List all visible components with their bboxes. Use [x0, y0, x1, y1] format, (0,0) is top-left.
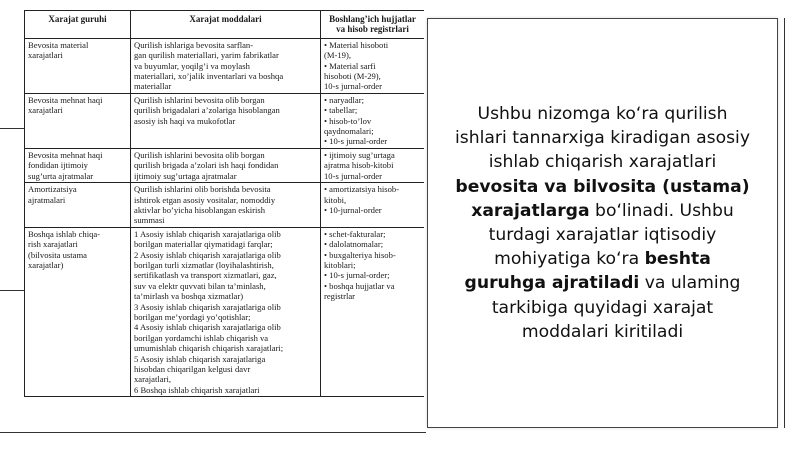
cell-line: hisoboti (M-29), — [324, 71, 381, 82]
cell-line: • schet-fakturalar; — [324, 228, 386, 239]
panel-text-part-2: bo‘linadi. Ushbu turdagi xarajatlar iqtisodiy mohiyatiga ko‘ra — [488, 200, 734, 270]
header-cost-group: Xarajat guruhi — [25, 11, 131, 39]
cell-cost-group — [25, 38, 131, 93]
cell-line: • boshqa hujjatlar va — [324, 280, 395, 291]
table-row — [25, 227, 425, 397]
cell-line: • naryadlar; — [324, 94, 364, 105]
cell-line: Bevosita mehnat haqi — [28, 94, 103, 105]
cell-line: • dalolatnomalar; — [324, 239, 384, 250]
cell-line: 6 Boshqa ishlab chiqarish xarajatlari — [134, 384, 260, 395]
cell-line: • 10-s jurnal-order; — [324, 270, 390, 281]
cell-line: registrlar — [324, 291, 356, 302]
header-cost-items: Xarajat moddalari — [131, 11, 321, 39]
left-rule-top — [0, 128, 24, 129]
cell-line: Qurilish ishlarini olib borishda bevosita — [134, 184, 271, 195]
cost-groups-table — [24, 10, 424, 397]
cell-cost-items — [131, 227, 321, 397]
cell-line: ijtimoiy sug’urtaga ajratmalar — [134, 170, 237, 181]
cell-cost-items — [131, 93, 321, 148]
cell-line: ajratma hisob-kitobi — [324, 160, 394, 171]
table-row — [25, 38, 425, 93]
cell-line: materiallar — [134, 81, 172, 92]
panel-bold-1: bevosita va bilvosita (ustama) xarajatlarga — [455, 176, 750, 221]
cell-line: qaydnomalari; — [324, 126, 374, 137]
cell-line: hisobdan chiqarilgan kelgusi davr — [134, 364, 251, 374]
table-row — [25, 93, 425, 148]
cell-line: 10-s jurnal-order — [324, 170, 382, 181]
panel-bold-2: beshta guruhga ajratiladi — [464, 249, 711, 294]
cell-documents — [321, 227, 425, 397]
cell-line: asosiy ish haqi va mukofotlar — [134, 115, 236, 126]
header-documents: Boshlang’ich hujjatlar va hisob registrlari — [321, 11, 425, 39]
cell-line: kitobi, — [324, 194, 347, 205]
cell-cost-items — [131, 148, 321, 182]
cell-documents — [321, 93, 425, 148]
cell-cost-group — [25, 183, 131, 228]
panel-text-part-1: Ushbu nizomga ko‘ra qurilish ishlari tannarxiga kiradigan asosiy ishlab chiqarish xarajatlari — [455, 103, 750, 173]
cell-line: • ijtimoiy sug’urtaga — [324, 149, 395, 160]
cell-line: borilgan me’yordagi yo’qotishlar; — [134, 311, 251, 322]
cell-line: (M-19), — [324, 50, 351, 61]
cell-cost-group — [25, 227, 131, 397]
cell-line: qurilish brigadalari a’zolariga hisoblangan — [134, 105, 280, 116]
bottom-rule — [0, 432, 426, 433]
table-row — [25, 148, 425, 182]
cell-line: • Material sarfi — [324, 60, 376, 71]
cell-line: materiallari, xo’jalik inventarlari va boshqa — [134, 71, 284, 82]
cell-line: Qurilish ishlariga bevosita sarflan- — [134, 39, 254, 50]
cell-line: • hisob-to’lov — [324, 115, 372, 126]
cell-line: fondidan ijtimoiy — [28, 160, 88, 171]
cell-line: xarajatlar) — [28, 259, 64, 270]
cell-line: borilgan materiallar qiymatidagi farqlar; — [134, 239, 273, 250]
cell-documents — [321, 183, 425, 228]
cell-line: • tabellar; — [324, 105, 358, 116]
table-row — [25, 183, 425, 228]
cell-cost-group — [25, 148, 131, 182]
cell-line: xarajatlari — [28, 105, 63, 116]
cell-line: Qurilish ishlarini bevosita olib borgan — [134, 149, 265, 160]
cell-line: ajratmalari — [28, 194, 66, 205]
right-rule — [784, 18, 785, 428]
cell-line: borilgan turli xizmatlar (loyihalashtirish, — [134, 259, 274, 270]
cell-line: • 10-s jurnal-order — [324, 136, 388, 147]
cell-line: va buyumlar, yoqilg’i va moylash — [134, 60, 250, 71]
cell-line: • amortizatsiya hisob- — [324, 184, 400, 195]
cell-line: Bevosita mehnat haqi — [28, 149, 103, 160]
cell-line: xarajatlari — [28, 50, 63, 61]
cell-line: summasi — [134, 215, 165, 226]
cell-line: 4 Asosiy ishlab chiqarish xarajatlariga olib — [134, 322, 281, 333]
cell-line: borilgan yordamchi ishlab chiqarish va — [134, 332, 269, 343]
cell-line: ishtirok etgan asosiy vositalar, nomoddiy — [134, 194, 276, 205]
cell-line: • 10-jurnal-order — [324, 204, 382, 215]
cell-line: Boshqa ishlab chiqa- — [28, 228, 101, 239]
cell-line: 10-s jurnal-order — [324, 81, 382, 92]
cell-line: aktivlar bo’yicha hisoblangan eskirish — [134, 204, 266, 215]
cell-line: suv va elektr quvvati bilan ta’minlash, — [134, 280, 266, 291]
cell-line: • Material hisoboti — [324, 39, 389, 50]
cell-line: umumishlab chiqarish chiqarish xarajatlari; — [134, 343, 284, 354]
cell-line: gan qurilish materiallari, yarim fabrikatlar — [134, 50, 279, 61]
cell-line: sug’urta ajratmalar — [28, 170, 94, 181]
cell-line: 1 Asosiy ishlab chiqarish xarajatlariga olib — [134, 228, 281, 239]
cell-documents — [321, 38, 425, 93]
cell-documents — [321, 148, 425, 182]
cell-line: rish xarajatlari — [28, 239, 78, 250]
cell-line: 2 Asosiy ishlab chiqarish xarajatlariga olib — [134, 249, 281, 260]
cell-line: Amortizatsiya — [28, 184, 77, 195]
cell-line: • buxgalteriya hisob- — [324, 249, 396, 260]
cell-line: 3 Asosiy ishlab chiqarish xarajatlariga olib — [134, 301, 281, 312]
cell-line: Bevosita material — [28, 39, 89, 50]
cell-cost-items — [131, 183, 321, 228]
cell-line: ta’mirlash va boshqa xizmatlar) — [134, 291, 244, 302]
cell-line: (bilvosita ustama — [28, 249, 87, 260]
panel-paragraph — [453, 102, 753, 344]
left-rule-bottom — [0, 290, 24, 291]
cell-cost-group — [25, 93, 131, 148]
cell-line: 5 Asosiy ishlab chiqarish xarajatlariga — [134, 353, 266, 364]
cell-line: Qurilish ishlarini bevosita olib borgan — [134, 94, 265, 105]
cell-line: qurilish brigada a’zolari ish haqi fondidan — [134, 160, 279, 171]
cell-cost-items — [131, 38, 321, 93]
panel-text-part-3: va ulaming tarkibiga quyidagi xarajat moddalari kiritiladi — [491, 273, 741, 342]
cell-line: xarajatlari, — [134, 374, 171, 385]
text-panel — [427, 18, 778, 428]
cell-line: kitoblari; — [324, 259, 356, 270]
cell-line: sertifikatlash va transport xizmatlari, gaz, — [134, 270, 277, 281]
table-header-row — [25, 11, 425, 39]
scanned-table-region — [24, 10, 424, 430]
